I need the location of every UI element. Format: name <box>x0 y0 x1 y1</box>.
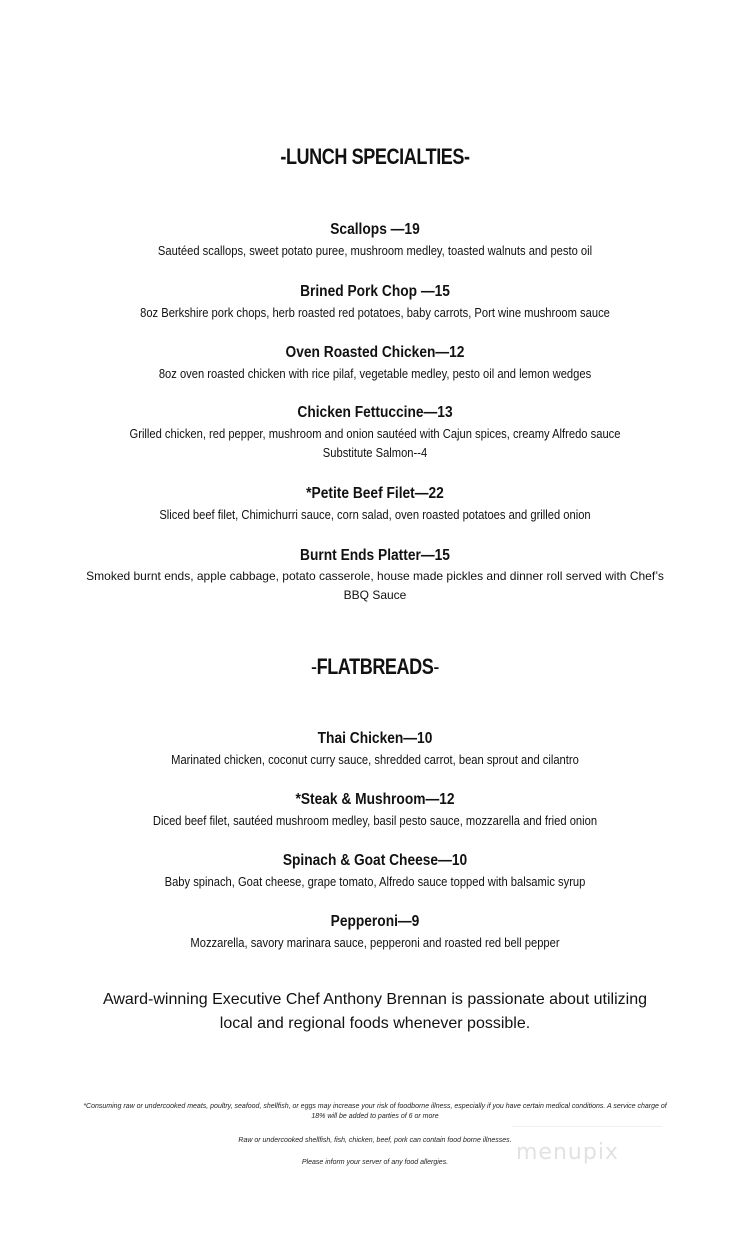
heading-dash-right: - <box>433 654 440 679</box>
lunch-specialties-heading: -LUNCH SPECIALTIES- <box>280 144 470 169</box>
item-name: Thai Chicken—10 <box>317 730 433 747</box>
item-name: Chicken Fettuccine—13 <box>297 404 453 421</box>
item-name: Pepperoni—9 <box>330 913 420 930</box>
menu-item-chicken-fettuccine <box>20 403 730 462</box>
item-name: Spinach & Goat Cheese—10 <box>282 852 468 869</box>
menupix-watermark: menupix <box>516 1140 619 1165</box>
item-description: Sautéed scallops, sweet potato puree, mushroom medley, toasted walnuts and pesto oil <box>157 243 593 258</box>
menu-item-scallops <box>20 220 730 260</box>
menu-item-brined-pork-chop <box>20 282 730 322</box>
item-description: Grilled chicken, red pepper, mushroom and onion sautéed with Cajun spices, creamy Alfredo sauce <box>129 426 621 441</box>
item-name: *Petite Beef Filet—22 <box>306 485 444 502</box>
menu-item-thai-chicken <box>20 729 730 769</box>
heading-text: FLATBREADS <box>316 654 434 679</box>
menu-item-steak-mushroom <box>20 790 730 830</box>
item-description: Baby spinach, Goat cheese, grape tomato, Alfredo sauce topped with balsamic syrup <box>164 874 586 889</box>
watermark-rule <box>512 1126 662 1127</box>
item-description: Smoked burnt ends, apple cabbage, potato casserole, house made pickles and dinner roll served with Chef’s BBQ Sauce <box>86 569 664 602</box>
chef-statement: Award-winning Executive Chef Anthony Brennan is passionate about utilizing local and regional foods whenever possible. <box>102 991 648 1032</box>
item-substitute-note: Substitute Salmon--4 <box>322 445 428 460</box>
consumer-advisory: *Consuming raw or undercooked meats, poultry, seafood, shellfish, or eggs may increase your risk of foodborne illness, especially if you have certain medical conditions. A service charge of 18% will be added to parties of 6 or more <box>83 1103 667 1120</box>
item-description: 8oz Berkshire pork chops, herb roasted red potatoes, baby carrots, Port wine mushroom sauce <box>140 305 610 320</box>
item-description: 8oz oven roasted chicken with rice pilaf, vegetable medley, pesto oil and lemon wedges <box>158 366 592 381</box>
menu-item-oven-roasted-chicken <box>20 343 730 383</box>
flatbreads-heading <box>68 654 683 680</box>
allergy-notice: Please inform your server of any food allergies. <box>301 1159 449 1166</box>
item-description: Sliced beef filet, Chimichurri sauce, corn salad, oven roasted potatoes and grilled onion <box>159 507 591 522</box>
menu-item-petite-beef-filet <box>20 484 730 524</box>
menu-item-pepperoni <box>20 912 730 952</box>
heading-dash-left: - <box>310 654 317 679</box>
item-description: Diced beef filet, sautéed mushroom medley, basil pesto sauce, mozzarella and fried onion <box>152 813 598 828</box>
item-name: Oven Roasted Chicken—12 <box>285 344 465 361</box>
raw-food-warning: Raw or undercooked shellfish, fish, chicken, beef, pork can contain food borne illnesses. <box>238 1137 512 1144</box>
item-description: Marinated chicken, coconut curry sauce, shredded carrot, bean sprout and cilantro <box>171 752 579 767</box>
item-name: Scallops —19 <box>330 221 420 238</box>
item-name: Brined Pork Chop —15 <box>300 283 450 300</box>
item-name: *Steak & Mushroom—12 <box>295 791 455 808</box>
item-name: Burnt Ends Platter—15 <box>300 547 450 564</box>
item-description: Mozzarella, savory marinara sauce, pepperoni and roasted red bell pepper <box>190 935 560 950</box>
menu-item-burnt-ends-platter <box>20 546 730 605</box>
menu-item-spinach-goat-cheese <box>20 851 730 891</box>
